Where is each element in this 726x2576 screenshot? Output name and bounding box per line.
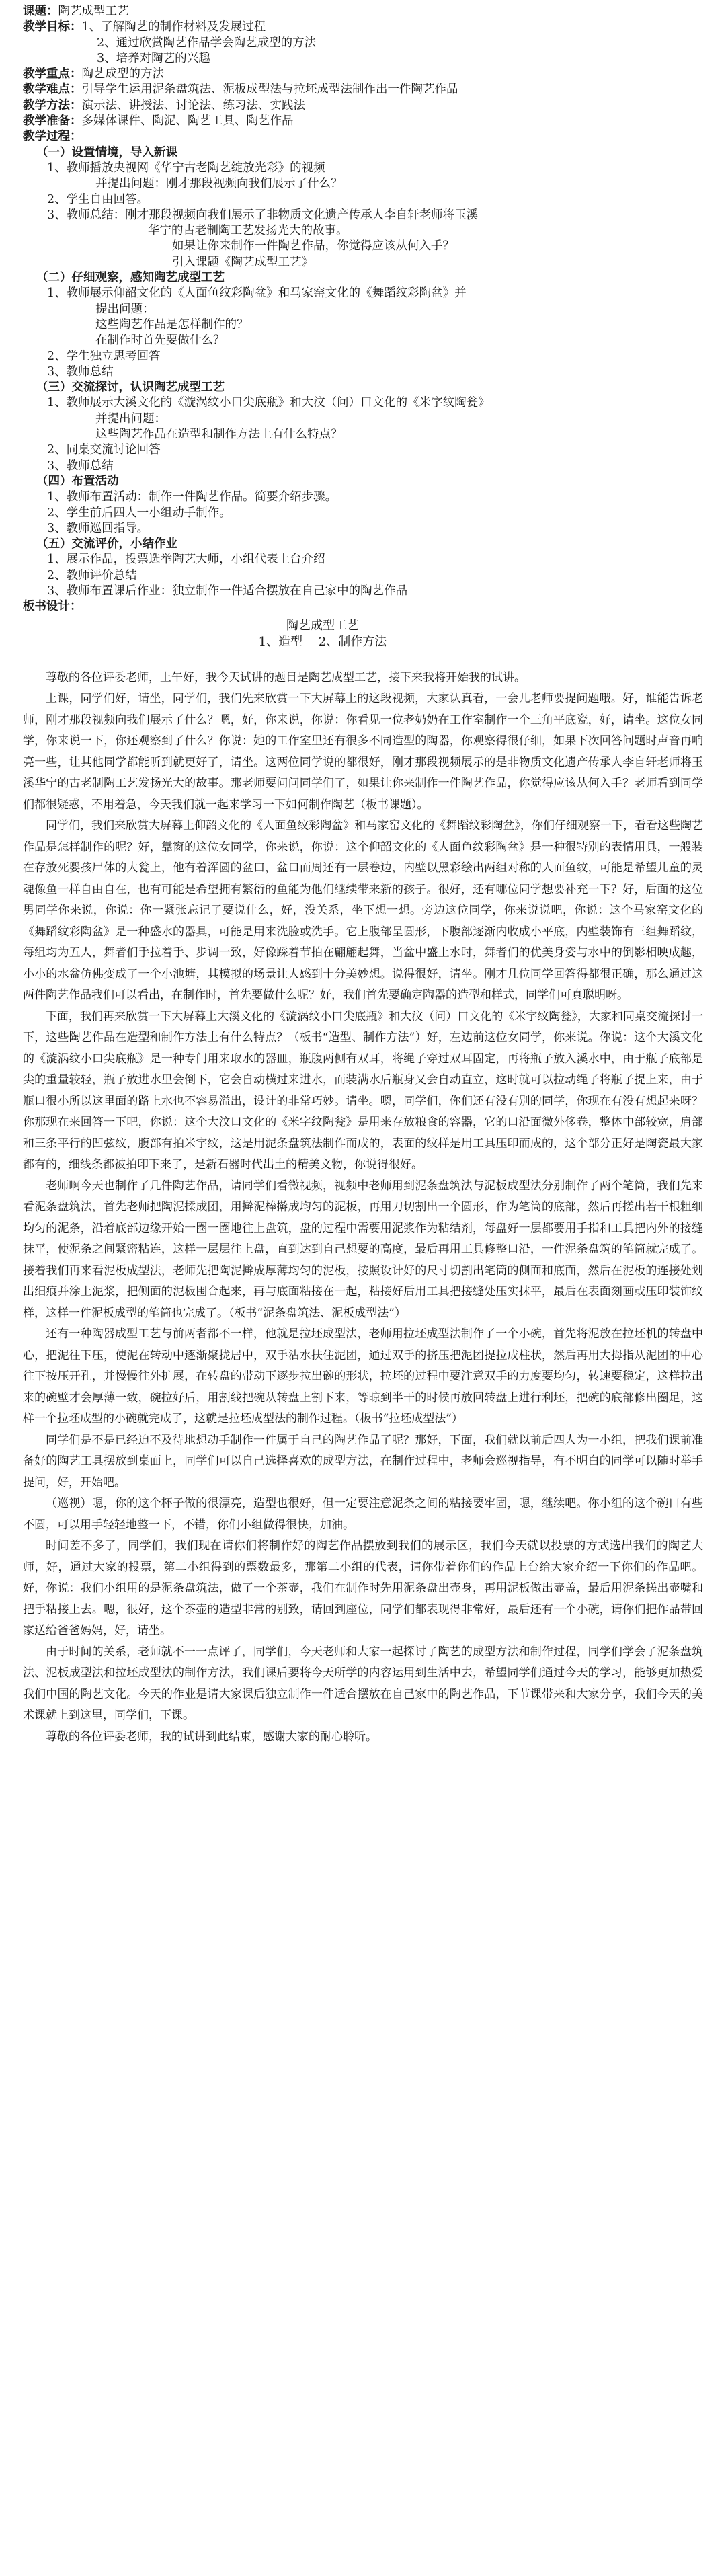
section-title: （二）仔细观察，感知陶艺成型工艺 xyxy=(36,271,225,285)
speech-paragraph: 时间差不多了，同学们，我们现在请你们将制作好的陶艺作品摆放到我们的展示区，我们今天就以投票的方式选出我们的陶艺大师，好，通过大家的投票，第二小组得到的票数最多，那第二小组的代表，请你带着你们的作品上台给大家介绍一下你们的作品吧。好，你说：我们小组用的是泥条盘筑法，做了一个茶壶，我们在制作时先用泥条盘出壶身，再用泥板做出壶盖，最后用泥条搓出壶嘴和把手粘接上去。嗯，很好，这个茶壶的造型非常的别致，请回到座位，同学们都表现得非常好，最后还有一个小碗，请你们把作品带回家送给爸爸妈妈，好，请坐。 xyxy=(23,1539,703,1638)
prep-label: 教学准备： xyxy=(23,114,82,128)
section-line: 3、教师布置课后作业：独立制作一件适合摆放在自己家中的陶艺作品 xyxy=(47,584,408,598)
section-line: 3、教师总结 xyxy=(47,364,114,379)
speech-paragraph: 同学们，我们来欣赏大屏幕上仰韶文化的《人面鱼纹彩陶盆》和马家窑文化的《舞蹈纹彩陶盆》，你们仔细观察一下，看看这些陶艺作品是怎样制作的呢？好，靠窗的这位女同学，你来说，你说：这个仰韶文化的《人面鱼纹彩陶盆》是一种很特别的表情用具，一般装在存放死婴孩尸体的大瓮上，他有着浑圆的盆口，盆口而周还有一层卷边，内壁以黑彩绘出两组对称的人面鱼纹，可能是希望儿童的灵魂像鱼一样自由自在，也有可能是希望拥有繁衍的鱼能为他们继续带来新的孩子。很好，还有哪位同学想要补充一下？好，后面的这位男同学你来说，你说：你一紧张忘记了要说什么，好，没关系，坐下想一想。旁边这位同学，你来说说吧，你说：这个马家窑文化的《舞蹈纹彩陶盆》是一种盛水的器具，可能是用来洗脸或洗手。它上腹部呈圆形，下腹部逐渐内收成小平底，内壁装饰有三组舞蹈纹，每组均为五人，舞者们手拉着手、步调一致，好像踩着节拍在翩翩起舞，当盆中盛上水时，舞者们的优美身姿与水中的倒影相映成趣，小小的水盆仿佛变成了一个小池塘，其模拟的场景让人感到十分美妙想。说得很好，请坐。刚才几位同学回答得都很正确，那么通过这两件陶艺作品我们可以看出，在制作时，首先要做什么呢？好，我们首先要确定陶器的造型和样式，同学们可真聪明呀。 xyxy=(23,819,703,1003)
difficulty-row xyxy=(23,82,703,97)
goal-item: 1、了解陶艺的制作材料及发展过程 xyxy=(81,20,266,34)
section-line: 3、教师总结：刚才那段视频向我们展示了非物质文化遗产传承人李自轩老师将玉溪 xyxy=(47,208,479,222)
section-line: 1、教师播放央视网《华宁古老陶艺绽放光彩》的视频 xyxy=(47,161,325,175)
topic-label: 课题： xyxy=(23,5,58,18)
topic-value: 陶艺成型工艺 xyxy=(58,5,129,18)
process-label: 教学过程： xyxy=(23,130,82,144)
board-item: 2、制作方法 xyxy=(318,634,387,649)
speech-paragraph: 下面，我们再来欣赏一下大屏幕上大溪文化的《漩涡纹小口尖底瓶》和大汶（问）口文化的《米字纹陶瓮》，大家和同桌交流探讨一下，这些陶艺作品在造型和制作方法上有什么特点？（板书“造型、制作方法”）好，左边前这位女同学，你来说。你说：这个大溪文化的《漩涡纹小口尖底瓶》是一种专门用来取水的器皿，瓶腹两侧有双耳，将绳子穿过双耳固定，再将瓶子放入溪水中，由于瓶子底部是尖的重量较轻，瓶子放进水里会倒下，它会自动横过来进水，而装满水后瓶身又会自动直立，这时就可以拉动绳子将瓶子提上来，由于瓶口很小所以这里面的路上水也不容易溢出，设计的非常巧妙。请坐。嗯，同学们，你们还有没有别的同学，你现在有没有想起来呀？你那现在来回答一下吧，你说：这个大汶口文化的《米字纹陶瓮》是用来存放粮食的容器，它的口沿面微外侈卷，整体中部较宽，肩部和三条平行的凹弦纹，腹部有拍米字纹，这是用泥条盘筑法制作而成的，表面的纹样是用工具压印而成的，这个部分正好是陶瓷最大家都有的，细线条都被拍印下来了，是新石器时代出土的精美文物，你说得很好。 xyxy=(23,1009,703,1172)
section-line: 2、学生前后四人一小组动手制作。 xyxy=(47,506,231,520)
section-line: 这些陶艺作品在造型和制作方法上有什么特点？ xyxy=(95,428,343,442)
section-title: （五）交流评价，小结作业 xyxy=(36,537,177,551)
board-item: 1、造型 xyxy=(258,634,303,649)
section-line: 1、教师布置活动：制作一件陶艺作品。简要介绍步骤。 xyxy=(47,490,337,504)
key-label: 教学重点： xyxy=(23,67,82,81)
lecture-script xyxy=(23,668,703,1748)
board-title: 陶艺成型工艺 xyxy=(286,618,359,633)
section-line: 华宁的古老制陶工艺发扬光大的故事。 xyxy=(148,224,348,238)
section-line: 这些陶艺作品是怎样制作的？ xyxy=(95,317,249,331)
process-sections xyxy=(23,145,703,600)
section-title: （一）设置情境，导入新课 xyxy=(36,145,177,159)
board-items xyxy=(23,634,703,650)
section-line: 2、学生独立思考回答 xyxy=(47,349,161,363)
goal-item: 3、培养对陶艺的兴趣 xyxy=(97,51,210,65)
difficulty-value: 引导学生运用泥条盘筑法、泥板成型法与拉坯成型法制作出一件陶艺作品 xyxy=(81,83,458,97)
goals-row xyxy=(23,19,703,35)
lesson-plan xyxy=(23,4,703,650)
methods-row xyxy=(23,98,703,114)
speech-paragraph: 由于时间的关系，老师就不一一点评了，同学们，今天老师和大家一起探讨了陶艺的成型方法和制作过程，同学们学会了泥条盘筑法、泥板成型法和拉坯成型法的制作方法，我们课后要将今天所学的内容运用到生活中去，希望同学们通过今天的学习，能够更加热爱我们中国的陶艺文化。今天的作业是请大家课后独立制作一件适合摆放在自己家中的陶艺作品，下节课带来和大家分享，我们今天的美术课就上到这里，同学们，下课。 xyxy=(23,1645,703,1723)
section-line: 提出问题： xyxy=(95,302,155,316)
topic-row xyxy=(23,4,703,19)
goals-label: 教学目标： xyxy=(23,20,82,34)
section-line: 3、教师总结 xyxy=(47,459,114,473)
section-line: 2、教师评价总结 xyxy=(47,568,137,582)
section-title: （三）交流探讨，认识陶艺成型工艺 xyxy=(36,381,225,395)
key-value: 陶艺成型的方法 xyxy=(81,67,164,81)
speech-paragraph: 上课，同学们好，请坐，同学们，我们先来欣赏一下大屏幕上的这段视频，大家认真看，一会儿老师要提问题哦。好，谁能告诉老师，刚才那段视频向我们展示了什么？嗯，好，你来说，你说：你看见一位老奶奶在工作室制作一个三角平底瓷，好，请坐。这位女同学，你来说一下，你还观察到了什么？你说：她的工作室里还有很多不同造型的陶器，你观察得很仔细，如果下次回答问题时声音再响亮一些，让其他同学都能听到就更好了，请坐。这两位同学说的都很好，刚才那段视频展示的是非物质文化遗产传承人李自轩老师将玉溪华宁的古老制陶工艺发扬光大的故事。那老师要问问同学们了，如果让你来制作一件陶艺作品，你觉得应该从何入手？老师看到同学们都很疑惑，不用着急，今天我们就一起来学习一下如何制作陶艺（板书课题）。 xyxy=(23,692,703,812)
section-title: （四）布置活动 xyxy=(36,474,119,488)
board-label: 板书设计： xyxy=(23,600,82,614)
prep-value: 多媒体课件、陶泥、陶艺工具、陶艺作品 xyxy=(81,114,294,128)
section-line: 3、教师巡回指导。 xyxy=(47,521,149,535)
section-line: 引入课题《陶艺成型工艺》 xyxy=(172,255,313,269)
section-line: 1、展示作品，投票选举陶艺大师，小组代表上台介绍 xyxy=(47,553,325,567)
prep-row xyxy=(23,114,703,129)
section-line: 如果让你来制作一件陶艺作品，你觉得应该从何入手？ xyxy=(172,239,454,253)
spacer xyxy=(23,650,703,668)
methods-label: 教学方法： xyxy=(23,98,82,112)
difficulty-label: 教学难点： xyxy=(23,83,82,97)
section-line: 1、教师展示仰韶文化的《人面鱼纹彩陶盆》和马家窑文化的《舞蹈纹彩陶盆》并 xyxy=(47,286,467,301)
speech-paragraph: （巡视）嗯，你的这个杯子做的很漂亮，造型也很好，但一定要注意泥条之间的粘接要牢固，嗯，继续吧。你小组的这个碗口有些不圆，可以用手轻轻地整一下，不错，你们小组做得很快，加油。 xyxy=(23,1497,703,1532)
methods-value: 演示法、讲授法、讨论法、练习法、实践法 xyxy=(81,98,305,112)
goal-item: 2、通过欣赏陶艺作品学会陶艺成型的方法 xyxy=(97,36,317,50)
speech-paragraph: 老师啊今天也制作了几件陶艺作品，请同学们看微视频，视频中老师用到泥条盘筑法与泥板成型法分别制作了两个笔筒，我们先来看泥条盘筑法，首先老师把陶泥揉成团，用擀泥棒擀成均匀的泥板，再用刀切割出一个圆形，作为笔筒的底部，然后再搓出若干根粗细均匀的泥条，沿着底部边缘开始一圈一圈地往上盘筑，盘的过程中需要用泥浆作为粘结剂，每盘好一层都要用手指和工具把内外的接缝抹平，使泥条之间紧密粘连，这样一层层往上盘，直到达到自己想要的高度，最后再用工具修整口沿，一件泥条盘筑的笔筒就完成了。接着我们再来看泥板成型法，老师先把陶泥擀成厚薄均匀的泥板，按照设计好的尺寸切割出笔筒的侧面和底面，然后在泥板的连接处划出细痕并涂上泥浆，把侧面的泥板围合起来，再与底面粘接在一起，粘接好后用工具把接缝处压实抹平，最后在表面刻画或压印装饰纹样，这样一件泥板成型的笔筒也完成了。（板书“泥条盘筑法、泥板成型法”） xyxy=(23,1179,703,1320)
section-line: 在制作时首先要做什么？ xyxy=(95,334,225,348)
section-line: 并提出问题： xyxy=(95,412,166,426)
section-line: 1、教师展示大溪文化的《漩涡纹小口尖底瓶》和大汶（问）口文化的《米字纹陶瓮》 xyxy=(47,396,490,410)
speech-paragraph: 同学们是不是已经迫不及待地想动手制作一件属于自己的陶艺作品了呢？那好，下面，我们就以前后四人为一小组，把我们课前准备好的陶艺工具摆放到桌面上，同学们可以自己选择喜欢的成型方法，在制作过程中，老师会巡视指导，有不明白的同学可以随时举手提问，好，开始吧。 xyxy=(23,1433,703,1489)
section-line: 2、同桌交流讨论回答 xyxy=(47,443,161,457)
speech-paragraph: 尊敬的各位评委老师，上午好，我今天试讲的题目是陶艺成型工艺，接下来我将开始我的试讲。 xyxy=(46,670,526,685)
speech-paragraph: 还有一种陶器成型工艺与前两者都不一样，他就是拉坯成型法，老师用拉坯成型法制作了一个小碗，首先将泥放在拉坯机的转盘中心，把泥往下压，使泥在转动中逐渐聚拢居中，双手沾水扶住泥团，通过双手的挤压把泥团提拉成柱状，然后再用大拇指从泥团的中心往下按压开孔，并慢慢往外扩展，在转盘的带动下逐步拉出碗的形状，拉坯的过程中要注意双手的力度要均匀，转速要稳定，这样拉出来的碗壁才会厚薄一致，碗拉好后，用割线把碗从转盘上割下来，等晾到半干的时候再放回转盘上进行利坯，把碗的底部修出圈足，这样一个拉坯成型的小碗就完成了，这就是拉坯成型法的制作过程。（板书“拉坯成型法”） xyxy=(23,1327,703,1426)
section-line: 2、学生自由回答。 xyxy=(47,192,149,206)
key-row xyxy=(23,67,703,82)
section-line: 并提出问题：刚才那段视频向我们展示了什么？ xyxy=(95,177,343,191)
speech-paragraph: 尊敬的各位评委老师，我的试讲到此结束，感谢大家的耐心聆听。 xyxy=(46,1729,377,1744)
